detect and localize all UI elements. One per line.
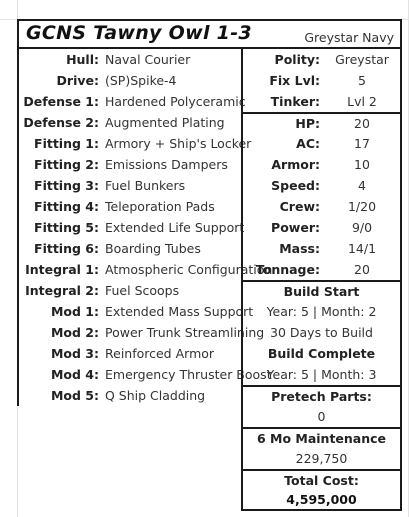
row-mod-2[interactable]: [19, 322, 265, 343]
stat-power[interactable]: [243, 217, 400, 238]
value-mod-5[interactable]: Q Ship Cladding: [105, 388, 206, 403]
value-polity[interactable]: Greystar: [335, 52, 389, 67]
row-hull[interactable]: [19, 49, 242, 70]
stat-tonnage[interactable]: [243, 259, 400, 280]
ship-stats: [241, 49, 402, 511]
row-fitting-2[interactable]: [19, 154, 242, 175]
value-armor[interactable]: 10: [354, 157, 370, 172]
ship-sheet: [17, 19, 402, 517]
build-start-label: Build Start: [243, 280, 400, 301]
label-tinker: Tinker:: [270, 94, 320, 109]
stat-polity[interactable]: [243, 49, 400, 70]
maintenance-value[interactable]: 229,750: [295, 451, 348, 466]
build-complete-value[interactable]: Year: 5 | Month: 3: [266, 367, 377, 382]
value-fitting-3[interactable]: Fuel Bunkers: [105, 178, 186, 193]
label-armor: Armor:: [271, 157, 320, 172]
ship-name[interactable]: GCNS Tawny Owl 1-3: [26, 22, 252, 44]
label-mass: Mass:: [279, 241, 320, 256]
value-crew[interactable]: 1/20: [347, 199, 377, 214]
label-tonnage: Tonnage:: [255, 262, 320, 277]
label-defense-2: Defense 2:: [23, 115, 99, 130]
label-mod-2: Mod 2:: [50, 325, 99, 340]
label-mod-1: Mod 1:: [50, 304, 99, 319]
total-cost-value[interactable]: 4,595,000: [243, 490, 400, 511]
row-fitting-1[interactable]: [19, 133, 252, 154]
label-crew: Crew:: [279, 199, 320, 214]
value-tinker[interactable]: Lvl 2: [347, 94, 377, 109]
value-power[interactable]: 9/0: [351, 220, 373, 235]
label-mod-4: Mod 4:: [50, 367, 99, 382]
value-drive[interactable]: (SP)Spike-4: [105, 73, 177, 88]
value-integral-1[interactable]: Atmospheric Configuration: [105, 262, 273, 277]
value-fitting-6[interactable]: Boarding Tubes: [105, 241, 201, 256]
value-mod-4[interactable]: Emergency Thruster Boost: [105, 367, 272, 382]
total-cost-label: Total Cost:: [243, 469, 400, 490]
value-speed[interactable]: 4: [358, 178, 366, 193]
label-fitting-1: Fitting 1:: [34, 136, 99, 151]
stat-ac[interactable]: [243, 133, 400, 154]
value-integral-2[interactable]: Fuel Scoops: [105, 283, 180, 298]
label-integral-1: Integral 1:: [25, 262, 99, 277]
label-mod-5: Mod 5:: [50, 388, 99, 403]
pretech-value[interactable]: 0: [317, 409, 326, 424]
row-fitting-3[interactable]: [19, 175, 242, 196]
row-drive[interactable]: [19, 70, 242, 91]
pretech-label: Pretech Parts:: [243, 385, 400, 406]
row-defense-1[interactable]: [19, 91, 246, 112]
stat-fix-lvl[interactable]: [243, 70, 400, 91]
label-mod-3: Mod 3:: [50, 346, 99, 361]
label-fix-lvl: Fix Lvl:: [269, 73, 320, 88]
label-hp: HP:: [295, 116, 320, 131]
value-ac[interactable]: 17: [354, 136, 370, 151]
build-complete-label: Build Complete: [267, 346, 376, 361]
label-drive: Drive:: [56, 73, 99, 88]
label-hull: Hull:: [66, 52, 99, 67]
stat-crew[interactable]: [243, 196, 400, 217]
value-fix-lvl[interactable]: 5: [358, 73, 366, 88]
value-defense-1[interactable]: Hardened Polyceramic: [105, 94, 246, 109]
value-hull[interactable]: Naval Courier: [105, 52, 191, 67]
row-mod-5[interactable]: [19, 385, 242, 406]
stat-tinker[interactable]: [243, 91, 400, 112]
label-fitting-2: Fitting 2:: [34, 157, 99, 172]
value-defense-2[interactable]: Augmented Plating: [105, 115, 225, 130]
label-ac: AC:: [296, 136, 320, 151]
value-mod-2[interactable]: Power Trunk Streamlining: [105, 325, 265, 340]
label-integral-2: Integral 2:: [25, 283, 99, 298]
row-integral-2[interactable]: [19, 280, 242, 301]
label-fitting-5: Fitting 5:: [34, 220, 99, 235]
value-fitting-4[interactable]: Teleporation Pads: [105, 199, 215, 214]
label-defense-1: Defense 1:: [23, 94, 99, 109]
ship-components: [17, 49, 273, 406]
value-hp[interactable]: 20: [354, 116, 370, 131]
label-power: Power:: [271, 220, 320, 235]
row-fitting-6[interactable]: [19, 238, 242, 259]
label-fitting-6: Fitting 6:: [34, 241, 99, 256]
label-polity: Polity:: [274, 52, 320, 67]
value-fitting-1[interactable]: Armory + Ship's Locker: [105, 136, 252, 151]
value-mass[interactable]: 14/1: [347, 241, 377, 256]
label-fitting-3: Fitting 3:: [34, 178, 99, 193]
row-fitting-5[interactable]: [19, 217, 245, 238]
row-integral-1[interactable]: [19, 259, 273, 280]
title-row: [17, 19, 402, 49]
label-fitting-4: Fitting 4:: [34, 199, 99, 214]
row-defense-2[interactable]: [19, 112, 242, 133]
row-mod-1[interactable]: [19, 301, 254, 322]
value-mod-1[interactable]: Extended Mass Support: [105, 304, 254, 319]
stat-armor[interactable]: [243, 154, 400, 175]
row-mod-3[interactable]: [19, 343, 242, 364]
stat-hp[interactable]: [243, 112, 400, 133]
maintenance-label: 6 Mo Maintenance: [243, 427, 400, 448]
stat-speed[interactable]: [243, 175, 400, 196]
value-mod-3[interactable]: Reinforced Armor: [105, 346, 215, 361]
stat-mass[interactable]: [243, 238, 400, 259]
row-mod-4[interactable]: [19, 364, 272, 385]
faction-name[interactable]: Greystar Navy: [304, 30, 394, 45]
row-fitting-4[interactable]: [19, 196, 242, 217]
build-duration[interactable]: 30 Days to Build: [270, 325, 373, 340]
build-start-value[interactable]: Year: 5 | Month: 2: [266, 304, 377, 319]
value-fitting-2[interactable]: Emissions Dampers: [105, 157, 228, 172]
label-speed: Speed:: [271, 178, 320, 193]
value-fitting-5[interactable]: Extended Life Support: [105, 220, 245, 235]
value-tonnage[interactable]: 20: [354, 262, 370, 277]
